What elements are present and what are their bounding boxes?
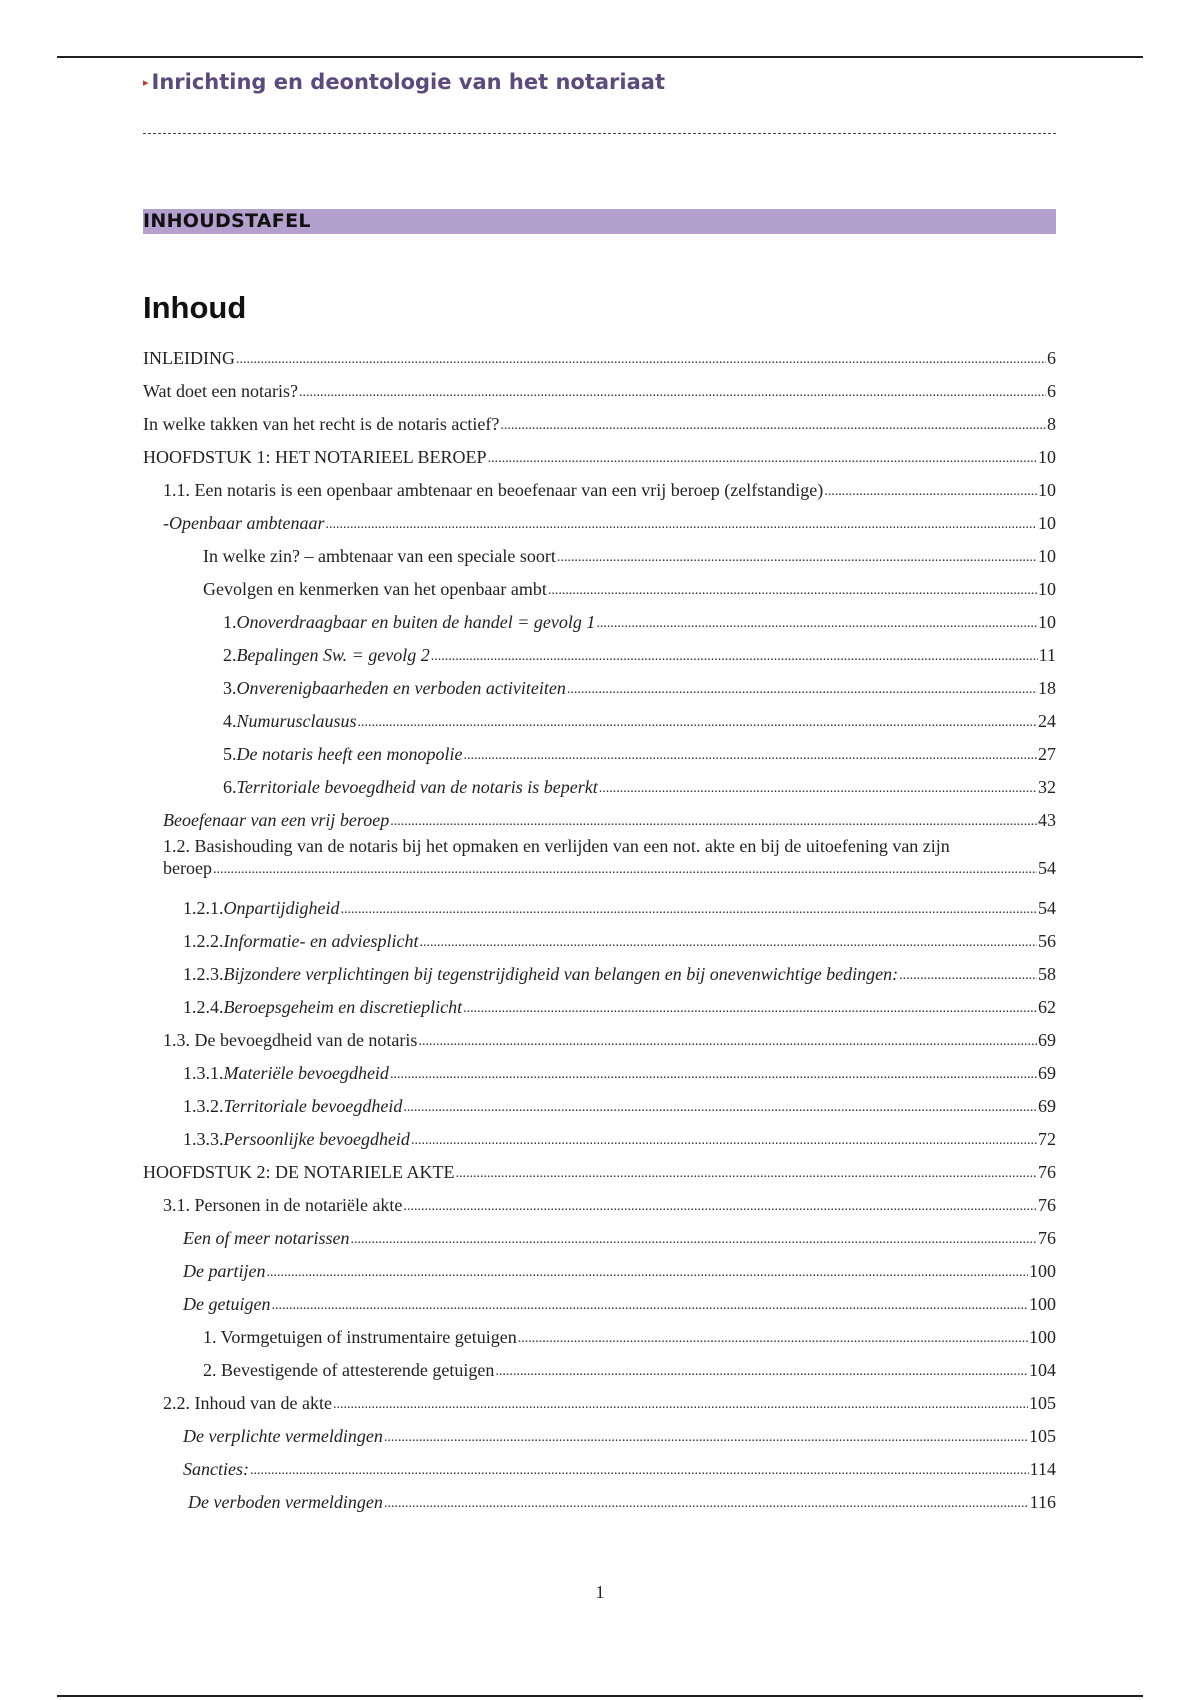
toc-entry[interactable] [143, 1051, 1056, 1084]
toc-entry-text: Materiële bevoegdheid [223, 1063, 389, 1083]
toc-leader [403, 1198, 1037, 1216]
toc-entry-page: 18 [1038, 678, 1056, 698]
document-header [143, 70, 665, 94]
toc-entry-text: In welke zin? – ambtenaar van een speciale soort [203, 546, 556, 566]
toc-entry-page: 56 [1038, 931, 1056, 951]
toc-entry-page: 114 [1029, 1459, 1056, 1479]
toc-leader [390, 1066, 1037, 1084]
toc-leader [596, 615, 1037, 633]
toc-entry-text: Numurusclausus [236, 711, 357, 731]
toc-leader [599, 780, 1037, 798]
toc-leader [456, 1165, 1037, 1183]
toc-leader [495, 1363, 1028, 1381]
toc-entry[interactable] [143, 501, 1056, 534]
toc-entry-page: 100 [1029, 1327, 1056, 1347]
toc-leader [358, 714, 1037, 732]
toc-entry-page: 76 [1038, 1162, 1056, 1182]
toc-entry-text: 2.2. Inhoud van de akte [163, 1393, 332, 1413]
toc-entry-text: Persoonlijke bevoegdheid [223, 1129, 410, 1149]
toc-entry-page: 62 [1038, 997, 1056, 1017]
toc-entry-text: Een of meer notarissen [183, 1228, 350, 1248]
toc-entry[interactable] [143, 1084, 1056, 1117]
toc-entry-text: HOOFDSTUK 1: HET NOTARIEEL BEROEP [143, 447, 487, 467]
toc-entry[interactable] [143, 1315, 1056, 1348]
toc-entry-page: 43 [1038, 810, 1056, 830]
toc-entry[interactable] [143, 1381, 1056, 1414]
toc-leader [341, 901, 1038, 919]
toc-entry-page: 100 [1029, 1294, 1056, 1314]
toc-entry-number: 1. [223, 612, 237, 632]
toc-entry-page: 6 [1047, 348, 1056, 368]
document-title: Inrichting en deontologie van het notariaat [151, 70, 665, 94]
toc-leader [463, 1000, 1037, 1018]
toc-entry[interactable] [143, 835, 1056, 879]
toc-entry-number: 1.2.1. [183, 898, 224, 918]
toc-entry-page: 6 [1047, 381, 1056, 401]
toc-entry-page: 10 [1038, 579, 1056, 599]
toc-entry-text: HOOFDSTUK 2: DE NOTARIELE AKTE [143, 1162, 455, 1182]
toc-entry-text: Wat doet een notaris? [143, 381, 298, 401]
bottom-rule [57, 1695, 1143, 1697]
toc-entry-text: De notaris heeft een monopolie [236, 744, 463, 764]
toc-entry-text: De verplichte vermeldingen [183, 1426, 383, 1446]
toc-leader [548, 582, 1037, 600]
toc-entry-number: 1.2.3. [183, 964, 224, 984]
toc-leader [390, 813, 1037, 831]
toc-entry[interactable] [143, 952, 1056, 985]
toc-entry[interactable] [143, 765, 1056, 798]
toc-entry-text-line1: 1.2. Basishouding van de notaris bij het opmaken en verlijden van een not. akte en bij de uitoefening van zijn [163, 836, 950, 856]
top-rule [57, 56, 1143, 58]
toc-entry-text: Beroepsgeheim en discretieplicht [223, 997, 463, 1017]
toc-entry-number: 1.3.2. [183, 1096, 224, 1116]
toc-entry-text: Sancties: [183, 1459, 249, 1479]
toc-entry[interactable] [143, 468, 1056, 501]
toc-entry-page: 76 [1038, 1228, 1056, 1248]
toc-entry[interactable] [143, 919, 1056, 952]
toc-entry-page: 69 [1038, 1096, 1056, 1116]
toc-entry-text: Onpartijdigheid [223, 898, 340, 918]
toc-entry-text: 3.1. Personen in de notariële akte [163, 1195, 403, 1215]
dashed-divider [143, 133, 1056, 134]
toc-entry-number: 1.3.3. [183, 1129, 224, 1149]
toc-entry-text: 1. Vormgetuigen of instrumentaire getuigen [203, 1327, 517, 1347]
toc-entry[interactable] [143, 402, 1056, 435]
toc-entry-page: 10 [1038, 546, 1056, 566]
toc-leader [333, 1396, 1028, 1414]
toc-leader [488, 450, 1037, 468]
toc-entry-page: 58 [1038, 964, 1056, 984]
toc-entry-text: Onverenigbaarheden en verboden activiteiten [236, 678, 566, 698]
toc-leader [250, 1462, 1029, 1480]
toc-entry-number: 1.2.4. [183, 997, 224, 1017]
toc-entry-page: 32 [1038, 777, 1056, 797]
toc-entry-page: 104 [1029, 1360, 1056, 1380]
toc-leader [567, 681, 1037, 699]
toc-entry[interactable] [143, 1150, 1056, 1183]
toc-entry-page: 10 [1038, 612, 1056, 632]
toc-entry[interactable] [143, 1447, 1056, 1480]
toc-entry[interactable] [143, 1183, 1056, 1216]
toc-leader [384, 1495, 1029, 1513]
toc-entry-page: 105 [1029, 1393, 1056, 1413]
triangle-bullet-icon: ▸ [143, 75, 149, 89]
toc-leader [325, 516, 1037, 534]
section-heading-band: INHOUDSTAFEL [143, 209, 1056, 234]
toc-entry-text: Bijzondere verplichtingen bij tegenstrijdigheid van belangen en bij onevenwichtige bedingen: [223, 964, 899, 984]
toc-leader [299, 384, 1046, 402]
toc-entry-page: 69 [1038, 1063, 1056, 1083]
toc-entry-text: 1.3. De bevoegdheid van de notaris [163, 1030, 418, 1050]
toc-entry-page: 10 [1038, 480, 1056, 500]
toc-entry[interactable] [143, 336, 1056, 369]
toc-entry-text: Territoriale bevoegdheid van de notaris is beperkt [236, 777, 598, 797]
toc-leader [350, 1231, 1037, 1249]
toc-entry-page: 11 [1038, 645, 1056, 665]
toc-entry-text: INLEIDING [143, 348, 235, 368]
toc-entry-page: 100 [1029, 1261, 1056, 1281]
toc-entry[interactable] [143, 1117, 1056, 1150]
toc-entry-page: 8 [1047, 414, 1056, 434]
toc-entry[interactable] [143, 1282, 1056, 1315]
toc-entry-number: 4. [223, 711, 237, 731]
toc-leader [824, 483, 1037, 501]
toc-entry-page: 105 [1029, 1426, 1056, 1446]
toc-leader [419, 934, 1037, 952]
page-number: 1 [595, 1582, 605, 1602]
toc-entry-page: 10 [1038, 447, 1056, 467]
toc-entry-number: 1.3.1. [183, 1063, 224, 1083]
toc-entry-page: 54 [1038, 898, 1056, 918]
toc-entry[interactable] [143, 633, 1056, 666]
toc-entry[interactable] [143, 886, 1056, 919]
toc-entry-text: De partijen [183, 1261, 266, 1281]
toc-leader [236, 351, 1046, 369]
toc-entry[interactable] [143, 600, 1056, 633]
toc-entry-text: Informatie- en adviesplicht [223, 931, 419, 951]
toc-entry[interactable] [143, 1414, 1056, 1447]
toc-leader [418, 1033, 1037, 1051]
toc-entry-page: 10 [1038, 513, 1056, 533]
toc-entry-page: 24 [1038, 711, 1056, 731]
toc-entry-page: 27 [1038, 744, 1056, 764]
toc-leader [271, 1297, 1028, 1315]
toc-entry[interactable] [143, 1480, 1056, 1513]
toc-entry-text: Territoriale bevoegdheid [223, 1096, 403, 1116]
toc-entry-text: 1.1. Een notaris is een openbaar ambtenaar en beoefenaar van een vrij beroep (zelfstandige) [163, 480, 824, 500]
toc-leader [500, 417, 1046, 435]
toc-entry-number: 1.2.2. [183, 931, 224, 951]
toc-entry-text: In welke takken van het recht is de notaris actief? [143, 414, 500, 434]
toc-entry-page: 116 [1029, 1492, 1056, 1512]
toc-entry-page: 69 [1038, 1030, 1056, 1050]
toc-leader [431, 648, 1038, 666]
toc-entry[interactable] [143, 534, 1056, 567]
toc-title: Inhoud [143, 290, 247, 325]
toc-entry-number: 3. [223, 678, 237, 698]
toc-entry[interactable] [143, 666, 1056, 699]
toc-entry-number: 2. [223, 645, 237, 665]
toc-entry[interactable] [143, 435, 1056, 468]
toc-leader [411, 1132, 1037, 1150]
toc-leader [213, 861, 1037, 879]
toc-entry-text: Beoefenaar van een vrij beroep [163, 810, 390, 830]
toc-entry-text: Gevolgen en kenmerken van het openbaar ambt [203, 579, 547, 599]
toc-entry[interactable] [143, 1348, 1056, 1381]
toc-entry[interactable] [143, 1249, 1056, 1282]
toc-leader [267, 1264, 1029, 1282]
toc-leader [518, 1330, 1028, 1348]
toc-entry-text: De getuigen [183, 1294, 271, 1314]
toc-leader [557, 549, 1037, 567]
toc-entry-number: 6. [223, 777, 237, 797]
toc-leader [384, 1429, 1028, 1447]
toc-leader [403, 1099, 1037, 1117]
toc-entry-text: 2. Bevestigende of attesterende getuigen [203, 1360, 495, 1380]
toc-entry-text: -Openbaar ambtenaar [163, 513, 325, 533]
toc-entry-text: Onoverdraagbaar en buiten de handel = gevolg 1 [236, 612, 596, 632]
toc-entry[interactable] [143, 798, 1056, 831]
toc-entry-page: 72 [1038, 1129, 1056, 1149]
toc-entry[interactable] [143, 1018, 1056, 1051]
toc-leader [463, 747, 1037, 765]
toc-entry[interactable] [143, 985, 1056, 1018]
toc-entry[interactable] [143, 732, 1056, 765]
toc-entry-text: Bepalingen Sw. = gevolg 2 [236, 645, 430, 665]
toc-entry[interactable] [143, 567, 1056, 600]
toc-entry-number: 5. [223, 744, 237, 764]
toc-entry-page: 54 [1038, 858, 1056, 878]
toc-entry[interactable] [143, 699, 1056, 732]
toc-entry-text: De verboden vermeldingen [188, 1492, 383, 1512]
toc-entry[interactable] [143, 369, 1056, 402]
toc-entry-page: 76 [1038, 1195, 1056, 1215]
toc-entry[interactable] [143, 1216, 1056, 1249]
toc-leader [899, 967, 1037, 985]
toc-entry-text-line2: beroep [163, 858, 212, 878]
table-of-contents [143, 336, 1056, 1513]
